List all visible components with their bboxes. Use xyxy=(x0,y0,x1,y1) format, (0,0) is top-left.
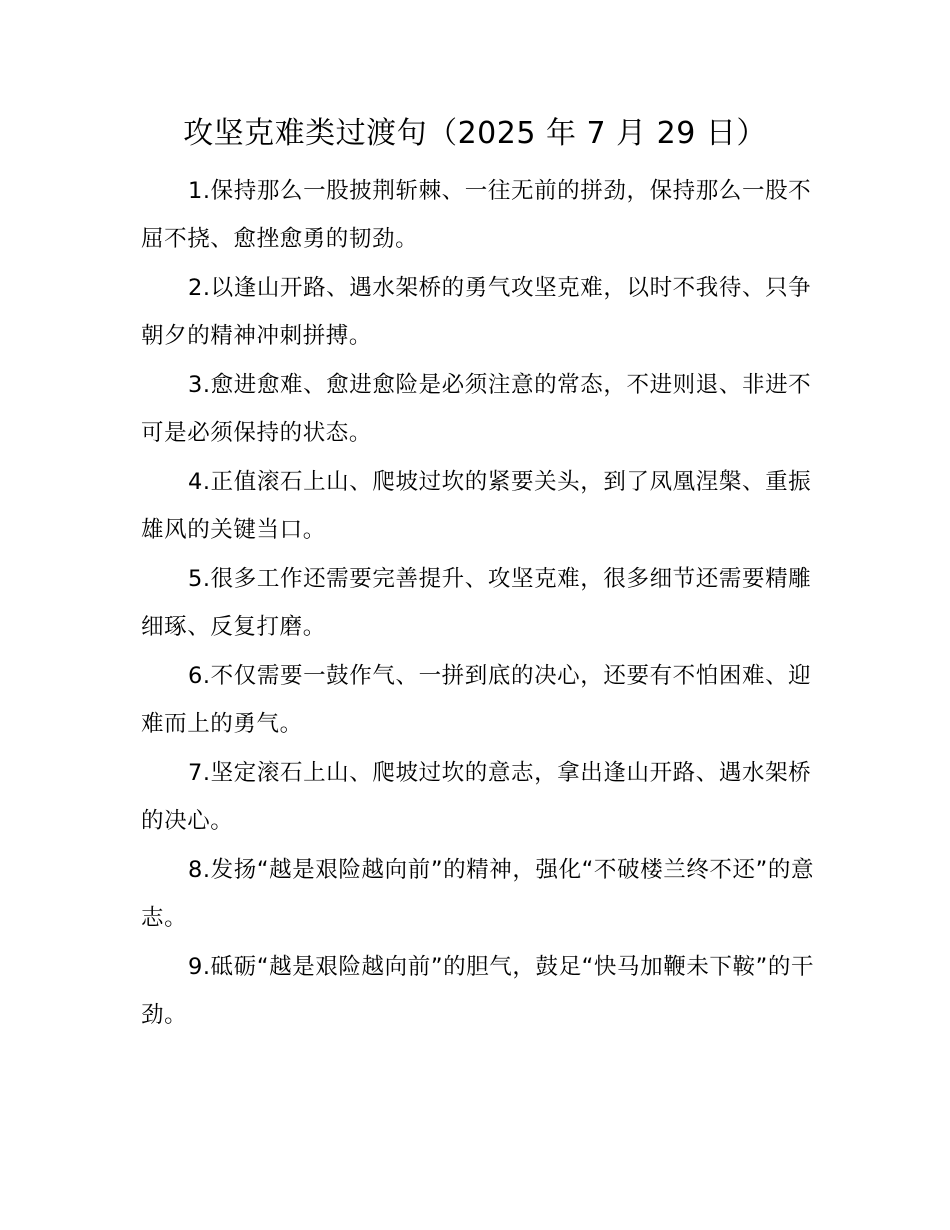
document-body xyxy=(141,168,817,1041)
paragraph-2: 2.以逢山开路、遇水架桥的勇气攻坚克难，以时不我待、只争朝夕的精神冲刺拼搏。 xyxy=(141,275,812,349)
paragraph-6: 6.不仅需要一鼓作气、一拼到底的决心，还要有不怕困难、迎难而上的勇气。 xyxy=(141,663,812,737)
paragraph-8: 8.发扬“越是艰险越向前”的精神，强化“不破楼兰终不还”的意志。 xyxy=(141,857,815,931)
paragraph-9: 9.砥砺“越是艰险越向前”的胆气，鼓足“快马加鞭未下鞍”的干劲。 xyxy=(141,954,815,1028)
document-title: 攻坚克难类过渡句（2025 年 7 月 29 日） xyxy=(183,116,767,151)
paragraph-3: 3.愈进愈难、愈进愈险是必须注意的常态，不进则退、非进不可是必须保持的状态。 xyxy=(141,372,812,446)
paragraph-1: 1.保持那么一股披荆斩棘、一往无前的拼劲，保持那么一股不屈不挠、愈挫愈勇的韧劲。 xyxy=(141,178,812,252)
paragraph-5: 5.很多工作还需要完善提升、攻坚克难，很多细节还需要精雕细琢、反复打磨。 xyxy=(141,566,812,640)
paragraph-4: 4.正值滚石上山、爬坡过坎的紧要关头，到了凤凰涅槃、重振雄风的关键当口。 xyxy=(141,469,812,543)
paragraph-7: 7.坚定滚石上山、爬坡过坎的意志，拿出逢山开路、遇水架桥的决心。 xyxy=(141,760,812,834)
